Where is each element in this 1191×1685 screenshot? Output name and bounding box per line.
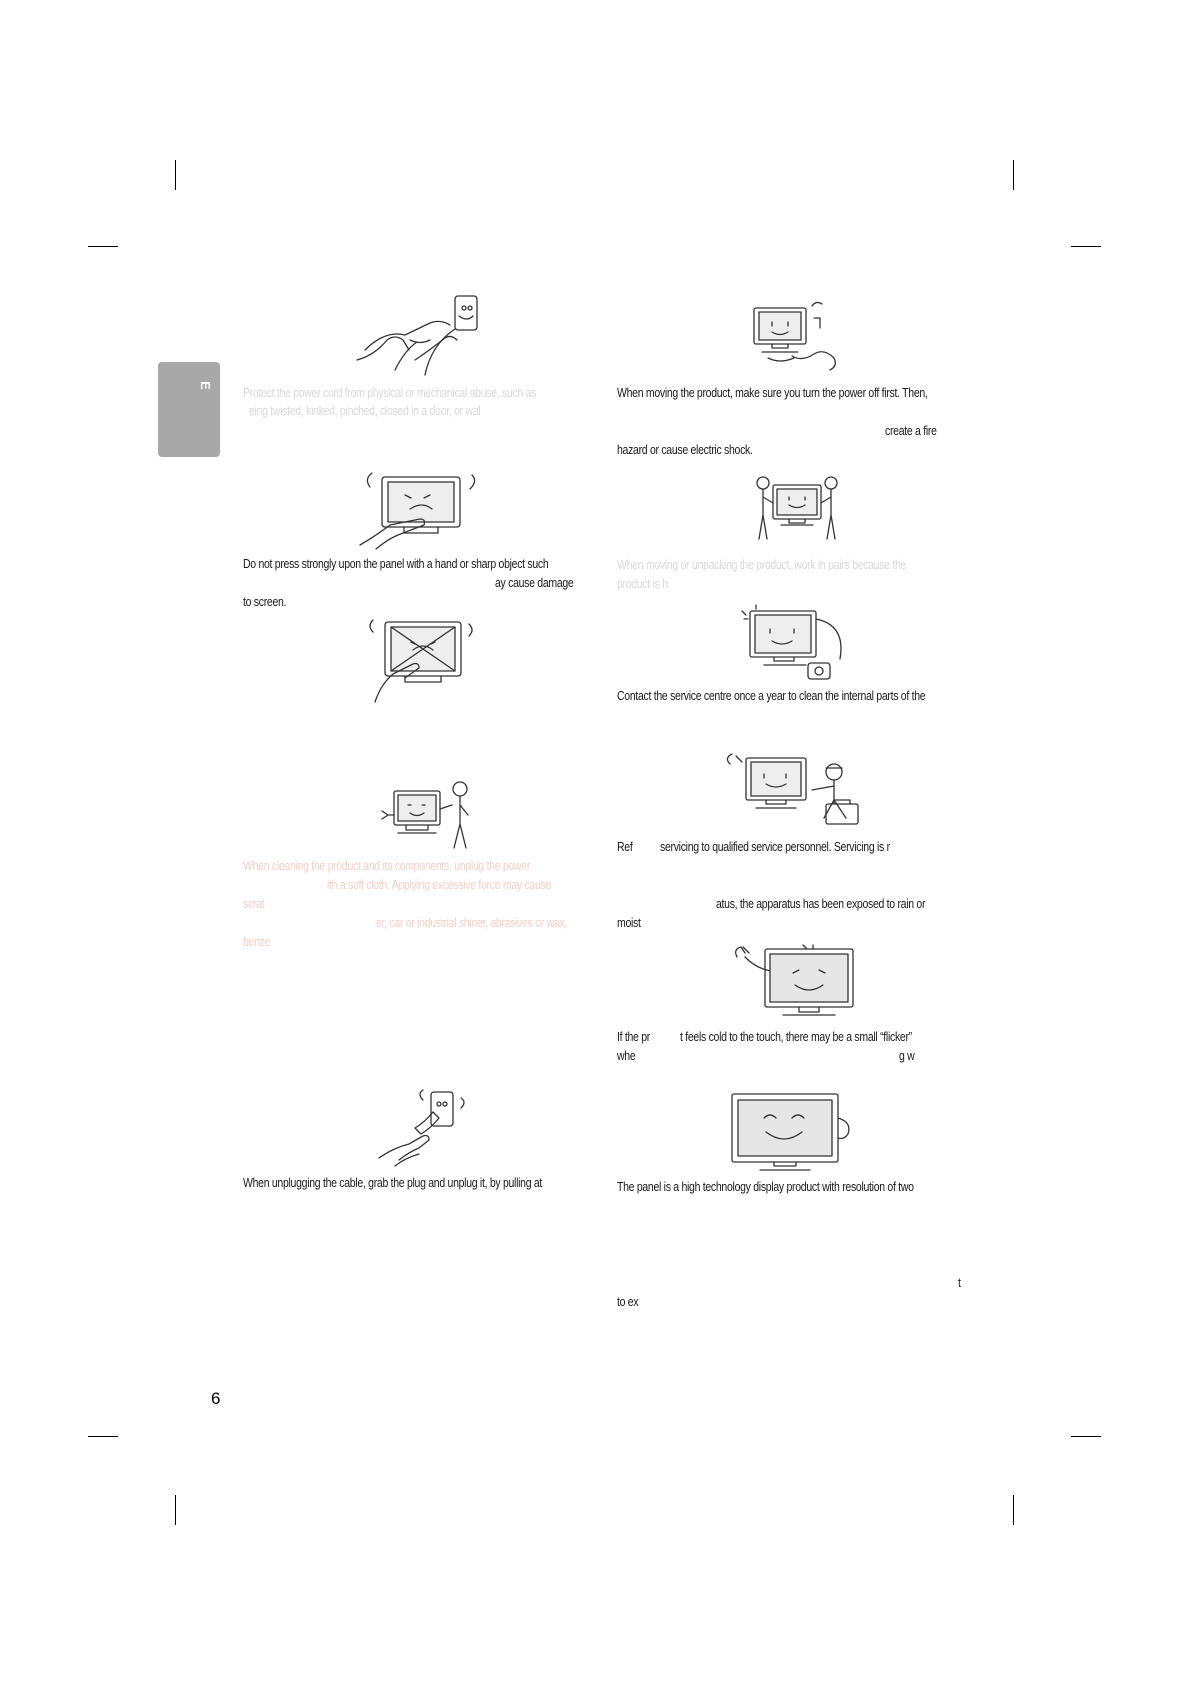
cleaning-text-line5: benze bbox=[243, 935, 271, 949]
cold-flicker-text-b: t feels cold to the touch, there may be a small “flicker” bbox=[680, 1030, 912, 1044]
cold-flicker-text-c: whe bbox=[617, 1049, 636, 1063]
cleaning-text-line3: scrat bbox=[243, 897, 265, 911]
touch-screen-illustration bbox=[365, 618, 475, 703]
panel-technology-text-line2: t bbox=[958, 1276, 961, 1290]
service-personnel-illustration bbox=[722, 752, 862, 832]
panel-technology-text-line3: to ex bbox=[617, 1295, 639, 1309]
internal-cleaning-illustration bbox=[740, 605, 860, 680]
refer-servicing-text-b: servicing to qualified service personnel. Servicing is r bbox=[660, 840, 890, 854]
crop-mark bbox=[1071, 1436, 1101, 1437]
page-number: 6 bbox=[211, 1389, 221, 1408]
crop-mark bbox=[175, 160, 176, 190]
power-cord-abuse-illustration bbox=[355, 290, 485, 380]
crop-mark bbox=[175, 1495, 176, 1525]
language-tab bbox=[158, 362, 220, 457]
move-product-illustration bbox=[748, 298, 838, 370]
crop-mark bbox=[1013, 1495, 1014, 1525]
cleaning-text-line4: er, car or industrial shiner, abrasives or wax, bbox=[376, 916, 568, 930]
service-cleaning-text-line1: Contact the service centre once a year to clean the internal parts of the bbox=[617, 689, 926, 703]
cord-protection-text-line1: Protect the power cord from physical or mechanical abuse, such as bbox=[243, 386, 537, 400]
press-panel-illustration bbox=[360, 465, 480, 550]
carry-in-pairs-illustration bbox=[755, 475, 840, 543]
moving-product-text-line3: hazard or cause electric shock. bbox=[617, 443, 753, 457]
cold-flicker-text-a: If the pr bbox=[617, 1030, 650, 1044]
moving-product-text-line2: create a fire bbox=[885, 424, 937, 438]
cord-protection-text-line2: eing twisted, kinked, pinched, closed in a door, or wal bbox=[249, 404, 481, 418]
refer-servicing-text-line3: moist bbox=[617, 916, 641, 930]
cold-flicker-illustration bbox=[733, 945, 858, 1020]
panel-technology-text-line1: The panel is a high technology display product with resolution of two bbox=[617, 1180, 914, 1194]
unplug-cable-text-line1: When unplugging the cable, grab the plug and unplug it, by pulling at bbox=[243, 1176, 543, 1190]
press-panel-text-line1: Do not press strongly upon the panel with a hand or sharp object such bbox=[243, 557, 549, 571]
crop-mark bbox=[1013, 160, 1014, 190]
unplug-cable-illustration bbox=[375, 1088, 470, 1168]
refer-servicing-text-line2: atus, the apparatus has been exposed to rain or bbox=[716, 897, 926, 911]
unpacking-pairs-text-line2: product is h bbox=[617, 577, 668, 591]
crop-mark bbox=[1071, 246, 1101, 247]
crop-mark bbox=[88, 246, 118, 247]
high-technology-panel-illustration bbox=[730, 1092, 860, 1172]
cold-flicker-text-d: g w bbox=[899, 1049, 915, 1063]
language-tab-letter: E bbox=[198, 381, 214, 390]
press-panel-text-line3: to screen. bbox=[243, 595, 287, 609]
crop-mark bbox=[88, 1436, 118, 1437]
unplug-before-cleaning-illustration bbox=[378, 775, 478, 855]
unpacking-pairs-text-line1: When moving or unpacking the product, work in pairs because the bbox=[617, 558, 907, 572]
cleaning-text-line2: ith a soft cloth. Applying excessive force may cause bbox=[327, 878, 552, 892]
cleaning-text-line1: When cleaning the product and its components, unplug the power bbox=[243, 859, 531, 873]
refer-servicing-text-a: Ref bbox=[617, 840, 633, 854]
moving-product-text-line1: When moving the product, make sure you turn the power off first. Then, bbox=[617, 386, 928, 400]
press-panel-text-line2: ay cause damage bbox=[495, 576, 574, 590]
